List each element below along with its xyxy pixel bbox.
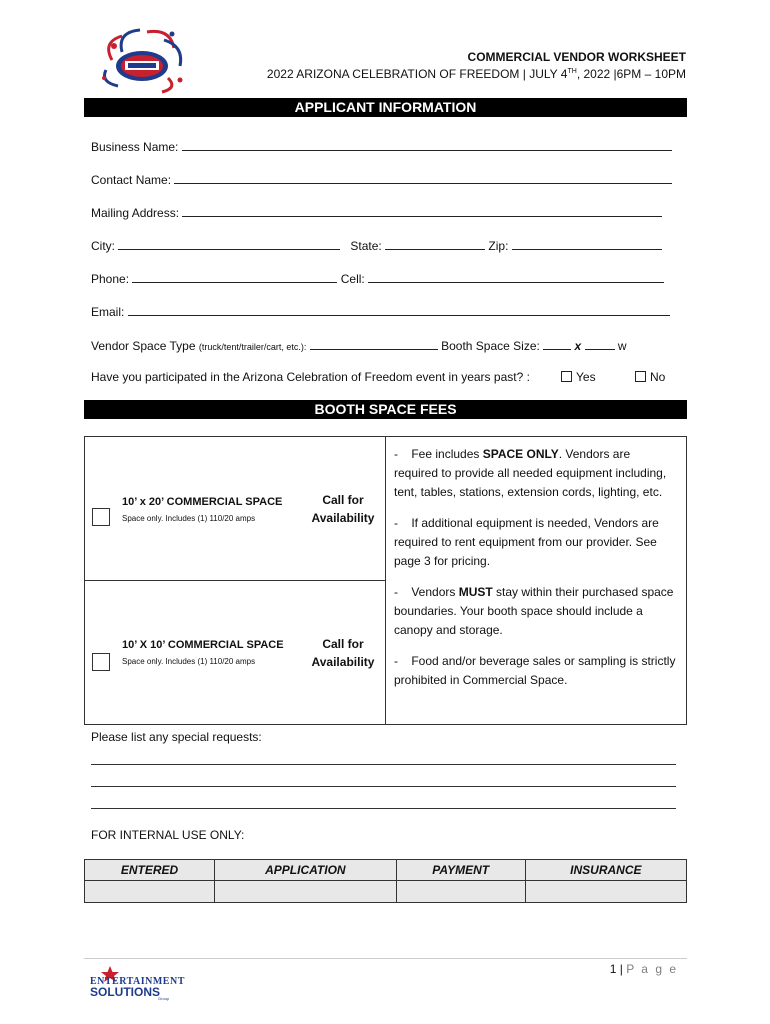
booth-option-10x10 <box>85 581 386 725</box>
booth-space-table <box>84 436 687 725</box>
special-requests-line-1[interactable] <box>91 764 676 765</box>
special-requests-line-3[interactable] <box>91 808 676 809</box>
booth-10x20-title: 10’ x 20’ COMMERCIAL SPACE <box>122 496 283 508</box>
internal-entry-row <box>85 881 687 903</box>
event-logo <box>92 22 192 94</box>
col-insurance: INSURANCE <box>525 860 686 881</box>
internal-use-table <box>84 859 687 903</box>
contact-name-label: Contact Name: <box>91 173 172 187</box>
size-x-label: x <box>574 339 582 353</box>
booth-notes <box>386 437 687 725</box>
city-field[interactable] <box>118 237 340 250</box>
col-entered: ENTERED <box>85 860 215 881</box>
no-label: No <box>650 370 666 384</box>
state-label: State: <box>350 239 382 253</box>
participated-no-option[interactable] <box>635 370 665 384</box>
no-checkbox[interactable] <box>635 371 646 382</box>
business-name-label: Business Name: <box>91 140 179 154</box>
footer-divider <box>84 958 687 959</box>
phone-label: Phone: <box>91 272 130 286</box>
cell-field[interactable] <box>368 270 664 283</box>
booth-10x10-note: Space only. Includes (1) 110/20 amps <box>122 657 256 666</box>
entertainment-solutions-logo: ENTERTAINMENT SOLUTIONS Group <box>88 964 178 1002</box>
entered-cell[interactable] <box>85 881 215 903</box>
yes-label: Yes <box>576 370 596 384</box>
booth-10x10-checkbox[interactable] <box>92 653 110 671</box>
internal-use-label: FOR INTERNAL USE ONLY: <box>91 828 245 842</box>
vendor-space-type-hint: (truck/tent/trailer/cart, etc.): <box>198 342 307 352</box>
mailing-address-field[interactable] <box>182 204 662 217</box>
note-additional-equipment: - If additional equipment is needed, Vendors are required to rent equipment from our provider. See page 3 for pricing. <box>394 516 659 568</box>
participation-question: Have you participated in the Arizona Celebration of Freedom event in years past? : <box>91 370 530 384</box>
zip-field[interactable] <box>512 237 662 250</box>
vendor-space-type-label: Vendor Space Type <box>91 339 196 353</box>
mailing-address-row <box>91 204 662 220</box>
booth-10x10-title: 10’ X 10’ COMMERCIAL SPACE <box>122 639 284 651</box>
zip-label: Zip: <box>488 239 509 253</box>
page-number: 1 | P a g e <box>609 962 678 976</box>
note-food-prohibited: - Food and/or beverage sales or sampling is strictly prohibited in Commercial Space. <box>394 654 676 687</box>
internal-header-row <box>85 860 687 881</box>
booth-option-row <box>85 437 687 581</box>
contact-name-row <box>91 171 672 187</box>
event-subtitle: 2022 ARIZONA CELEBRATION OF FREEDOM | JULY 4TH, 2022 |6PM – 10PM <box>266 67 686 81</box>
booth-space-fees-heading: BOOTH SPACE FEES <box>84 400 687 419</box>
phone-cell-row <box>91 270 664 286</box>
booth-space-size-label: Booth Space Size: <box>441 339 540 353</box>
insurance-cell[interactable] <box>525 881 686 903</box>
participation-row <box>91 370 530 384</box>
worksheet-title: COMMERCIAL VENDOR WORKSHEET <box>467 50 686 64</box>
participated-yes-option[interactable] <box>561 370 596 384</box>
booth-10x20-checkbox[interactable] <box>92 508 110 526</box>
size-w-label: w <box>617 339 627 353</box>
note-space-only: - Fee includes SPACE ONLY. Vendors are required to provide all needed equipment including, tent, tables, stations, extension cords, lighting, etc. <box>394 447 667 499</box>
col-application: APPLICATION <box>215 860 397 881</box>
email-field[interactable] <box>128 303 670 316</box>
vendor-space-row <box>91 337 627 353</box>
business-name-row <box>91 138 672 154</box>
email-row <box>91 303 670 319</box>
city-state-zip-row <box>91 237 662 253</box>
note-space-boundaries: - Vendors MUST stay within their purchased space boundaries. Your booth space should include a canopy and storage. <box>394 585 674 637</box>
email-label: Email: <box>91 305 125 319</box>
booth-10x10-call-for-availability: Call for Availability <box>311 637 375 669</box>
applicant-information-heading: APPLICANT INFORMATION <box>84 98 687 117</box>
cell-label: Cell: <box>340 272 365 286</box>
yes-checkbox[interactable] <box>561 371 572 382</box>
mailing-address-label: Mailing Address: <box>91 206 180 220</box>
application-cell[interactable] <box>215 881 397 903</box>
vendor-space-type-field[interactable] <box>310 337 438 350</box>
booth-width-field[interactable] <box>585 337 615 350</box>
payment-cell[interactable] <box>396 881 525 903</box>
city-label: City: <box>91 239 115 253</box>
phone-field[interactable] <box>132 270 337 283</box>
booth-10x20-call-for-availability: Call for Availability <box>311 493 375 525</box>
booth-10x20-note: Space only. Includes (1) 110/20 amps <box>122 514 256 523</box>
contact-name-field[interactable] <box>174 171 672 184</box>
col-payment: PAYMENT <box>396 860 525 881</box>
state-field[interactable] <box>385 237 485 250</box>
booth-option-10x20 <box>85 437 386 581</box>
business-name-field[interactable] <box>182 138 672 151</box>
booth-length-field[interactable] <box>543 337 571 350</box>
special-requests-line-2[interactable] <box>91 786 676 787</box>
special-requests-label: Please list any special requests: <box>91 730 262 744</box>
